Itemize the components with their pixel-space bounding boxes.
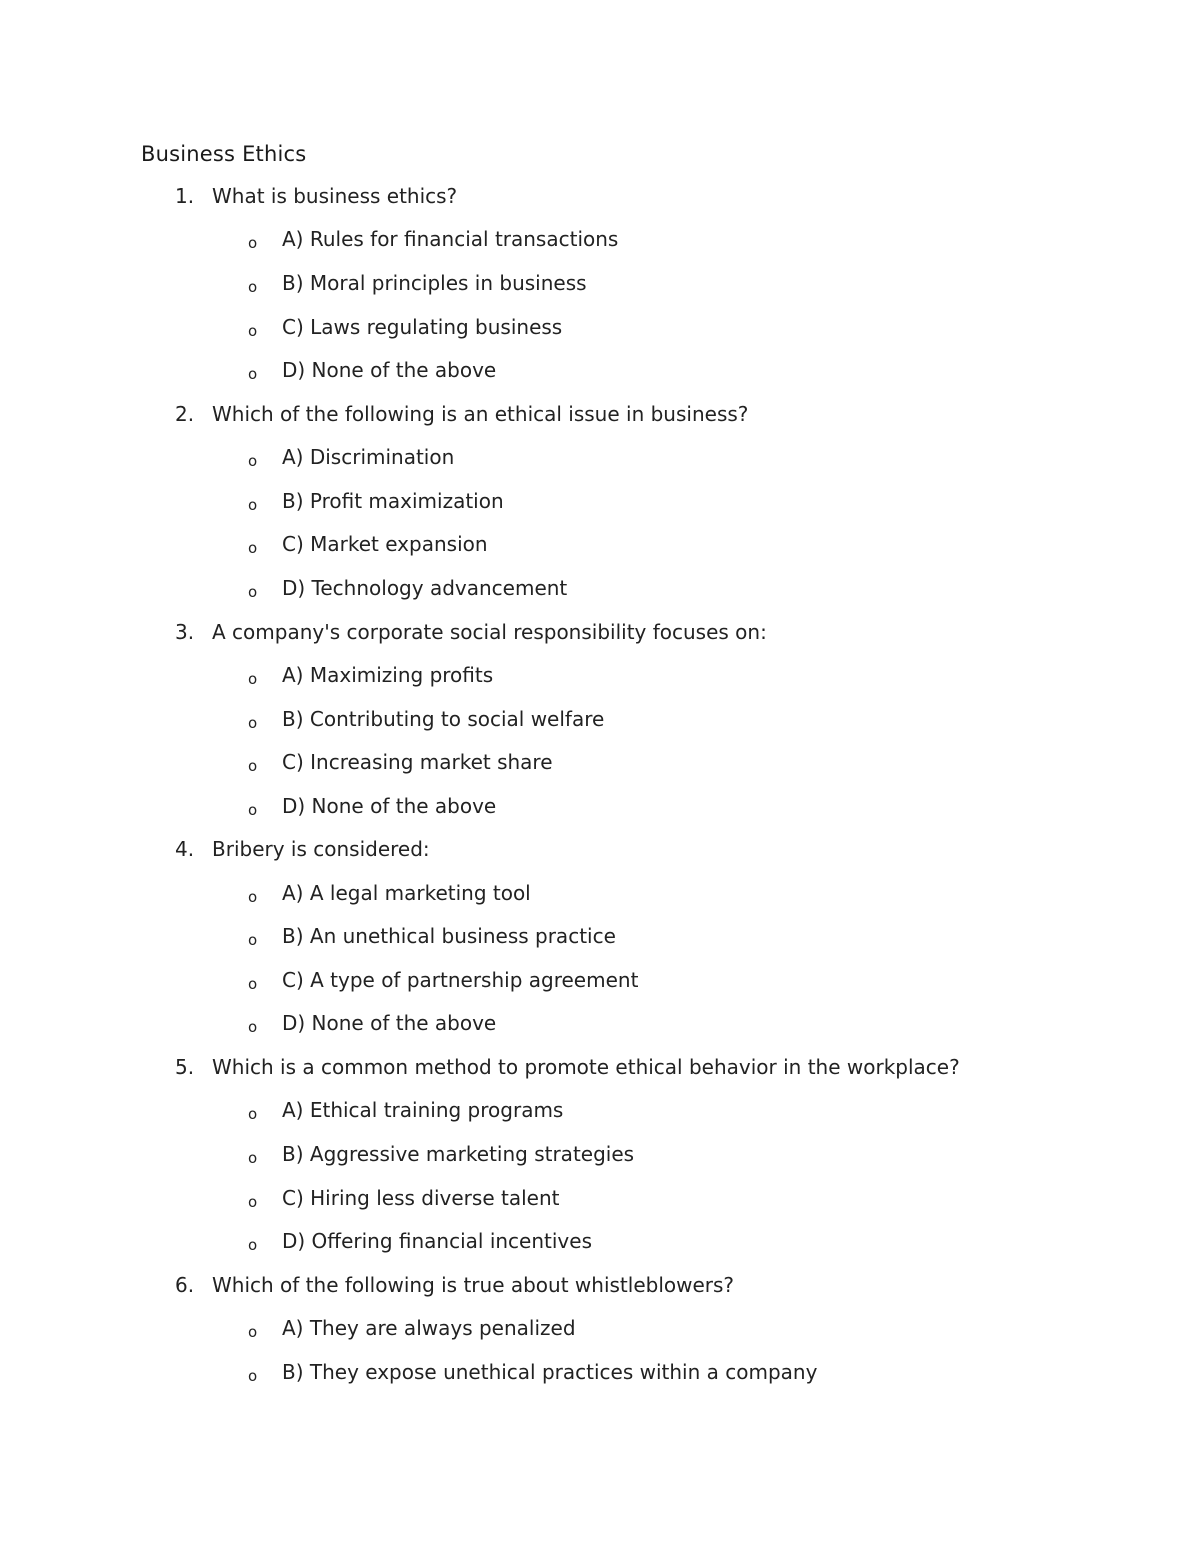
option-list bbox=[0, 662, 1200, 836]
circle-bullet-icon: o bbox=[248, 713, 258, 732]
option-text: B) Moral principles in business bbox=[282, 270, 587, 295]
circle-bullet-icon: o bbox=[248, 365, 258, 384]
option-item bbox=[0, 923, 1200, 967]
question-line bbox=[0, 1272, 1200, 1315]
option-item bbox=[0, 1141, 1200, 1185]
circle-bullet-icon: o bbox=[248, 669, 258, 688]
question-number: 6. bbox=[175, 1272, 195, 1297]
question-number: 3. bbox=[175, 619, 195, 644]
option-text: D) Offering financial incentives bbox=[282, 1229, 592, 1254]
option-list bbox=[0, 880, 1200, 1054]
question-item bbox=[0, 619, 1200, 837]
circle-bullet-icon: o bbox=[248, 495, 258, 514]
circle-bullet-icon: o bbox=[248, 234, 258, 253]
option-item bbox=[0, 749, 1200, 793]
question-line bbox=[0, 619, 1200, 662]
circle-bullet-icon: o bbox=[248, 1018, 258, 1037]
option-item bbox=[0, 1228, 1200, 1272]
question-text: Which of the following is true about whistleblowers? bbox=[212, 1272, 735, 1297]
option-item bbox=[0, 1359, 1200, 1403]
question-list bbox=[0, 183, 1200, 1402]
option-text: D) None of the above bbox=[282, 1011, 497, 1036]
option-item bbox=[0, 1315, 1200, 1359]
option-item bbox=[0, 1010, 1200, 1054]
question-line bbox=[0, 1054, 1200, 1097]
option-item bbox=[0, 1097, 1200, 1141]
question-number: 2. bbox=[175, 401, 195, 426]
option-text: A) Rules for financial transactions bbox=[282, 227, 619, 252]
option-text: C) Laws regulating business bbox=[282, 314, 563, 339]
question-text: What is business ethics? bbox=[212, 184, 458, 208]
question-item bbox=[0, 401, 1200, 619]
option-list bbox=[0, 1315, 1200, 1402]
question-line bbox=[0, 401, 1200, 444]
option-item bbox=[0, 706, 1200, 750]
option-list bbox=[0, 444, 1200, 618]
circle-bullet-icon: o bbox=[248, 277, 258, 296]
circle-bullet-icon: o bbox=[248, 1366, 258, 1385]
question-item bbox=[0, 1272, 1200, 1403]
question-number: 4. bbox=[175, 837, 195, 862]
question-number: 5. bbox=[175, 1055, 195, 1080]
option-text: B) An unethical business practice bbox=[282, 924, 616, 949]
option-text: A) They are always penalized bbox=[282, 1316, 576, 1341]
question-text: A company's corporate social responsibility focuses on: bbox=[212, 619, 767, 644]
option-text: C) A type of partnership agreement bbox=[282, 967, 639, 992]
option-text: B) Contributing to social welfare bbox=[282, 706, 605, 731]
question-text: Which is a common method to promote ethical behavior in the workplace? bbox=[212, 1055, 960, 1080]
option-item bbox=[0, 270, 1200, 314]
circle-bullet-icon: o bbox=[248, 582, 258, 601]
option-text: A) Ethical training programs bbox=[282, 1098, 564, 1123]
circle-bullet-icon: o bbox=[248, 1149, 258, 1168]
option-text: A) Discrimination bbox=[282, 445, 455, 470]
option-text: C) Market expansion bbox=[282, 532, 488, 557]
option-text: B) Aggressive marketing strategies bbox=[282, 1142, 635, 1167]
option-item bbox=[0, 357, 1200, 401]
circle-bullet-icon: o bbox=[248, 800, 258, 819]
question-item bbox=[0, 1054, 1200, 1272]
option-item bbox=[0, 967, 1200, 1011]
option-item bbox=[0, 1185, 1200, 1229]
option-item bbox=[0, 793, 1200, 837]
question-number: 1. bbox=[175, 184, 195, 208]
option-item bbox=[0, 575, 1200, 619]
option-item bbox=[0, 531, 1200, 575]
circle-bullet-icon: o bbox=[248, 1105, 258, 1124]
option-item bbox=[0, 314, 1200, 358]
option-item bbox=[0, 226, 1200, 270]
circle-bullet-icon: o bbox=[248, 1323, 258, 1342]
option-item bbox=[0, 444, 1200, 488]
option-text: B) Profit maximization bbox=[282, 488, 504, 513]
option-text: B) They expose unethical practices within a company bbox=[282, 1359, 818, 1384]
question-text: Which of the following is an ethical issue in business? bbox=[212, 401, 749, 426]
document-title: Business Ethics bbox=[141, 142, 307, 166]
question-item bbox=[0, 183, 1200, 401]
circle-bullet-icon: o bbox=[248, 974, 258, 993]
option-list bbox=[0, 226, 1200, 400]
option-text: C) Increasing market share bbox=[282, 750, 553, 775]
question-line bbox=[0, 183, 1200, 226]
circle-bullet-icon: o bbox=[248, 757, 258, 776]
option-text: D) None of the above bbox=[282, 793, 497, 818]
option-list bbox=[0, 1097, 1200, 1271]
question-item bbox=[0, 836, 1200, 1054]
option-text: A) A legal marketing tool bbox=[282, 880, 531, 905]
circle-bullet-icon: o bbox=[248, 321, 258, 340]
circle-bullet-icon: o bbox=[248, 1236, 258, 1255]
question-line bbox=[0, 836, 1200, 879]
option-text: D) Technology advancement bbox=[282, 575, 568, 600]
option-text: D) None of the above bbox=[282, 358, 497, 383]
circle-bullet-icon: o bbox=[248, 1192, 258, 1211]
circle-bullet-icon: o bbox=[248, 452, 258, 471]
option-text: C) Hiring less diverse talent bbox=[282, 1185, 560, 1210]
option-item bbox=[0, 662, 1200, 706]
circle-bullet-icon: o bbox=[248, 887, 258, 906]
option-item bbox=[0, 488, 1200, 532]
question-text: Bribery is considered: bbox=[212, 837, 430, 862]
circle-bullet-icon: o bbox=[248, 931, 258, 950]
circle-bullet-icon: o bbox=[248, 539, 258, 558]
option-text: A) Maximizing profits bbox=[282, 662, 494, 687]
option-item bbox=[0, 880, 1200, 924]
